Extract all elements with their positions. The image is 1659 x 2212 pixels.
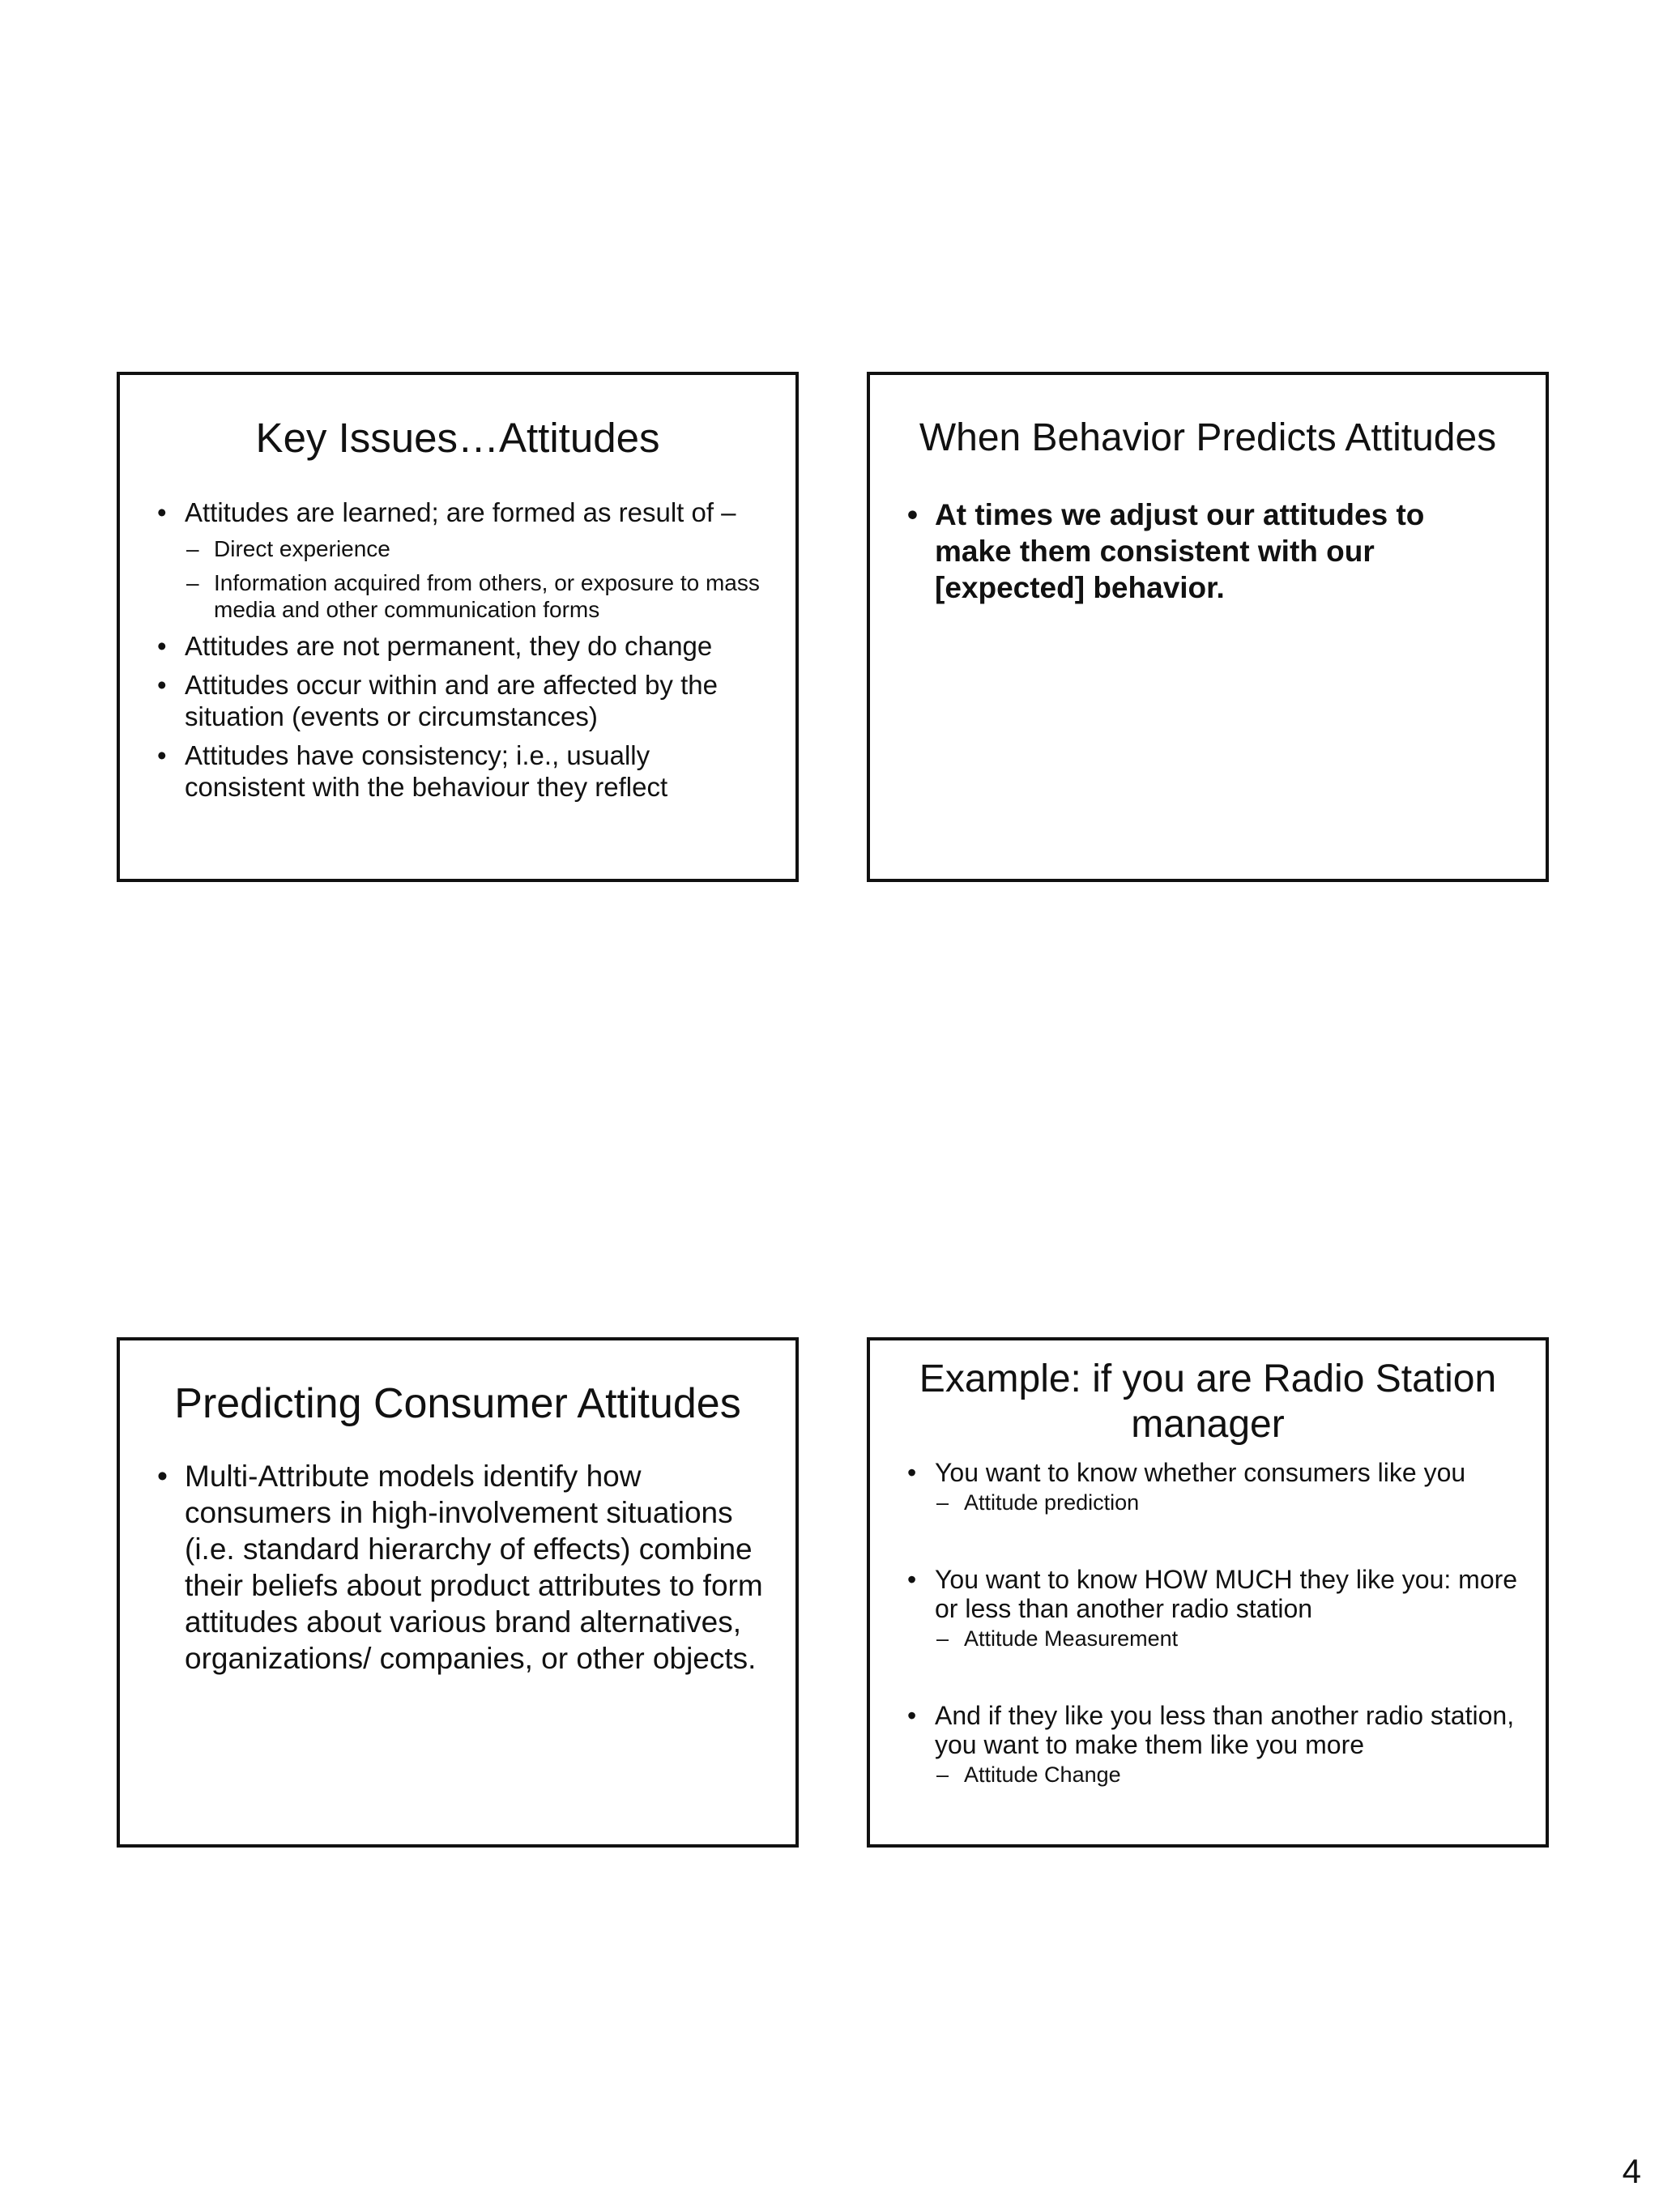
- bullet-marker: •: [157, 670, 167, 700]
- bullet-marker: •: [907, 1458, 917, 1487]
- bullet-marker: •: [907, 498, 918, 531]
- bullet-text: At times we adjust our attitudes to make them consistent with our [expected] behavior.: [935, 498, 1425, 604]
- bullet-text: Multi-Attribute models identify how consumers in high-involvement situations (i.e. standard hierarchy of effects) combine their beliefs about product attributes to form attitudes about various brand alternatives, organizations/ companies, or other objects.: [185, 1460, 763, 1675]
- page-number: 4: [1622, 2152, 1641, 2190]
- bullet-text: You want to know HOW MUCH they like you: more or less than another radio station: [935, 1565, 1518, 1623]
- slide-body: [907, 1458, 1521, 1837]
- dash-marker: –: [936, 1762, 949, 1787]
- bullet-text: And if they like you less than another radio station, you want to make them like you more: [935, 1701, 1515, 1759]
- slide-title: When Behavior Predicts Attitudes: [919, 416, 1497, 459]
- sub-bullet-text: Attitude Change: [964, 1762, 1121, 1787]
- sub-bullet-item: [157, 535, 763, 562]
- sub-bullet-item: [907, 1489, 1521, 1516]
- sub-bullet-text: Information acquired from others, or exposure to mass media and other communication forms: [214, 570, 760, 622]
- bullet-item: [157, 739, 763, 803]
- bullet-item: [157, 669, 763, 732]
- dash-marker: –: [186, 536, 199, 561]
- bullet-item: [907, 497, 1497, 606]
- slide-radio-station-example: [867, 1337, 1549, 1848]
- dash-marker: –: [936, 1626, 949, 1651]
- slide-body: [907, 497, 1497, 606]
- dash-marker: –: [936, 1490, 949, 1515]
- bullet-item: [907, 1565, 1521, 1623]
- bullet-item: [157, 1458, 771, 1677]
- slide-behavior-predicts-attitudes: [867, 372, 1549, 882]
- bullet-item: [157, 630, 763, 662]
- bullet-marker: •: [907, 1565, 917, 1594]
- dash-marker: –: [186, 570, 199, 595]
- slide-title: Key Issues…Attitudes: [255, 415, 660, 461]
- bullet-text: Attitudes occur within and are affected by the situation (events or circumstances): [185, 670, 718, 731]
- slide-title: Predicting Consumer Attitudes: [174, 1380, 741, 1427]
- bullet-item: [157, 497, 763, 528]
- bullet-text: You want to know whether consumers like you: [935, 1458, 1466, 1487]
- sub-bullet-text: Attitude Measurement: [964, 1626, 1179, 1651]
- bullet-marker: •: [157, 1460, 168, 1493]
- bullet-marker: •: [157, 631, 167, 661]
- slide-key-issues-attitudes: [117, 372, 799, 882]
- bullet-item: [907, 1458, 1521, 1487]
- bullet-item: [907, 1701, 1521, 1759]
- sub-bullet-text: Direct experience: [214, 536, 390, 561]
- bullet-group: [907, 1458, 1521, 1516]
- sub-bullet-item: [157, 569, 763, 623]
- bullet-group: [907, 1701, 1521, 1788]
- sub-bullet-item: [907, 1761, 1521, 1788]
- bullet-text: Attitudes are not permanent, they do change: [185, 631, 713, 661]
- sub-bullet-item: [907, 1625, 1521, 1652]
- bullet-text: Attitudes have consistency; i.e., usually consistent with the behaviour they reflect: [185, 740, 668, 802]
- slide-body: [157, 1458, 771, 1677]
- bullet-group: [907, 1565, 1521, 1652]
- sub-bullet-text: Attitude prediction: [964, 1490, 1140, 1515]
- slide-body: [157, 497, 763, 810]
- bullet-marker: •: [907, 1701, 917, 1730]
- slide-title: Example: if you are Radio Station manager: [919, 1357, 1497, 1446]
- slide-predicting-consumer-attitudes: [117, 1337, 799, 1848]
- bullet-marker: •: [157, 740, 167, 770]
- bullet-text: Attitudes are learned; are formed as result of –: [185, 497, 736, 527]
- bullet-marker: •: [157, 497, 167, 527]
